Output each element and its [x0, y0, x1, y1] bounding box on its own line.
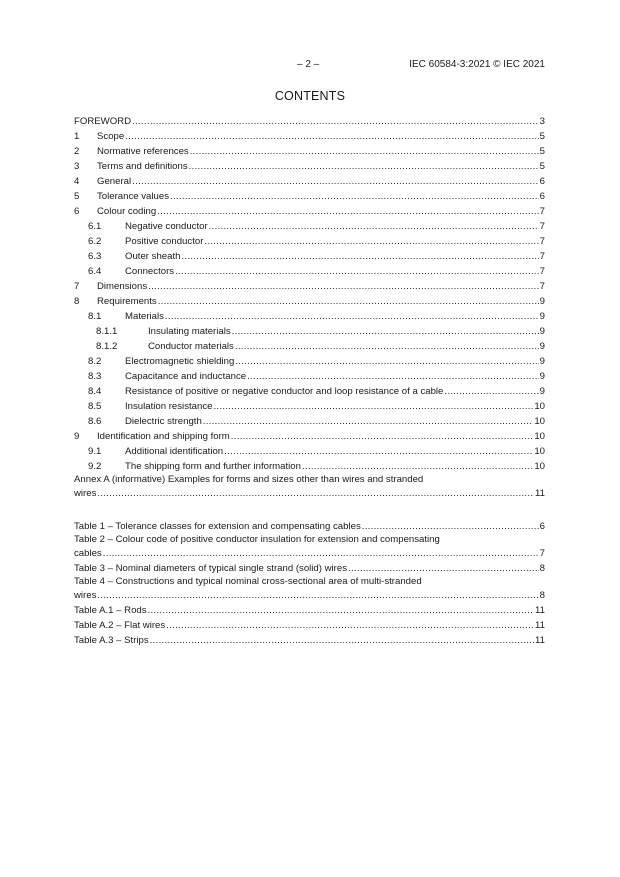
toc-entry-page: 9 — [539, 326, 545, 337]
toc-entry-title: Scope — [97, 131, 125, 142]
toc-entry-tolerance-values[interactable] — [74, 189, 545, 204]
toc-entry-normative-references[interactable] — [74, 144, 545, 159]
toc-entry-title: Electromagnetic shielding — [125, 356, 235, 367]
toc-entry-page: 5 — [539, 131, 545, 142]
dot-leader — [103, 546, 539, 561]
toc-entry-page: 7 — [539, 266, 545, 277]
toc-entry-title: Terms and definitions — [97, 161, 188, 172]
contents-title: CONTENTS — [274, 89, 346, 103]
toc-entry-page: 7 — [539, 221, 545, 232]
dot-leader — [166, 618, 534, 633]
dot-leader — [247, 369, 539, 384]
toc-entry-positive-conductor[interactable] — [74, 234, 545, 249]
toc-entry-identification[interactable] — [74, 429, 545, 444]
dot-leader — [302, 459, 533, 474]
toc-entry-annex-a[interactable] — [74, 474, 545, 486]
toc-entry-number: 6.3 — [88, 251, 102, 262]
toc-entry-title: Resistance of positive or negative conductor and loop resistance of a cable — [125, 386, 444, 397]
toc-entry-title: Tolerance values — [97, 191, 169, 202]
toc-entry-title: Capacitance and inductance — [125, 371, 247, 382]
toc-entry-shipping-form[interactable] — [74, 459, 545, 474]
table-list-entry-a2[interactable] — [74, 618, 545, 633]
toc-entry-page: 5 — [539, 161, 545, 172]
toc-entry-title: Connectors — [125, 266, 175, 277]
toc-entry-title: General — [97, 176, 132, 187]
dot-leader — [209, 219, 539, 234]
dot-leader — [203, 414, 534, 429]
toc-entry-page: 10 — [534, 461, 545, 472]
toc-entry-title: Outer sheath — [125, 251, 181, 262]
table-entry-title: Table 3 – Nominal diameters of typical single strand (solid) wires — [74, 563, 348, 574]
toc-entry-page: 10 — [534, 416, 545, 427]
dot-leader — [181, 249, 538, 264]
document-reference: IEC 60584-3:2021 © IEC 2021 — [409, 59, 545, 70]
dot-leader — [362, 519, 539, 534]
dot-leader — [231, 429, 534, 444]
dot-leader — [170, 189, 539, 204]
page-number: – 2 – — [297, 59, 320, 70]
toc-entry-title: Identification and shipping form — [97, 431, 230, 442]
toc-entry-number: 8.1 — [88, 311, 102, 322]
dot-leader — [97, 486, 534, 501]
table-entry-title: Table A.2 – Flat wires — [74, 620, 166, 631]
toc-entry-page: 6 — [539, 176, 545, 187]
toc-entry-capacitance[interactable] — [74, 369, 545, 384]
dot-leader — [150, 633, 534, 648]
toc-entry-title: Insulating materials — [148, 326, 231, 337]
dot-leader — [175, 264, 539, 279]
dot-leader — [125, 129, 538, 144]
dot-leader — [165, 309, 539, 324]
table-entry-page: 6 — [539, 521, 545, 532]
table-list-entry-a3[interactable] — [74, 633, 545, 648]
toc-entry-outer-sheath[interactable] — [74, 249, 545, 264]
toc-entry-number: 8 — [74, 296, 80, 307]
toc-entry-colour-coding[interactable] — [74, 204, 545, 219]
dot-leader — [158, 294, 539, 309]
toc-entry-title: Negative conductor — [125, 221, 208, 232]
toc-entry-number: 9.2 — [88, 461, 102, 472]
table-entry-page: 11 — [535, 605, 545, 616]
toc-entry-insulation-resistance[interactable] — [74, 399, 545, 414]
toc-entry-insulating-materials[interactable] — [74, 324, 545, 339]
toc-entry-page: 9 — [539, 311, 545, 322]
toc-entry-title: Positive conductor — [125, 236, 204, 247]
toc-entry-page: 9 — [539, 371, 545, 382]
dot-leader — [444, 384, 538, 399]
toc-entry-conductor-materials[interactable] — [74, 339, 545, 354]
toc-entry-number: 8.1.2 — [96, 341, 118, 352]
toc-entry-dimensions[interactable] — [74, 279, 545, 294]
toc-entry-number: 8.1.1 — [96, 326, 118, 337]
toc-entry-page: 11 — [535, 488, 545, 499]
toc-entry-number: 7 — [74, 281, 80, 292]
dot-leader — [97, 588, 538, 603]
toc-entry-title: FOREWORD — [74, 116, 132, 127]
toc-entry-number: 4 — [74, 176, 80, 187]
toc-entry-title: Normative references — [97, 146, 189, 157]
toc-entry-requirements[interactable] — [74, 294, 545, 309]
toc-entry-scope[interactable] — [74, 129, 545, 144]
toc-entry-number: 8.4 — [88, 386, 102, 397]
table-list-entry-4-cont[interactable] — [74, 588, 545, 603]
toc-entry-page: 10 — [534, 401, 545, 412]
toc-entry-number: 5 — [74, 191, 80, 202]
toc-entry-number: 2 — [74, 146, 80, 157]
toc-entry-title: Colour coding — [97, 206, 157, 217]
toc-entry-number: 8.5 — [88, 401, 102, 412]
toc-entry-foreword[interactable] — [74, 114, 545, 129]
toc-entry-title: Materials — [125, 311, 164, 322]
dot-leader — [235, 339, 539, 354]
dot-leader — [148, 279, 539, 294]
toc-entry-number: 6.1 — [88, 221, 102, 232]
toc-entry-number: 8.2 — [88, 356, 102, 367]
toc-entry-page: 5 — [539, 146, 545, 157]
table-entry-title-cont: wires — [74, 590, 97, 601]
toc-entry-title: Conductor materials — [148, 341, 234, 352]
table-entry-title: Table 2 – Colour code of positive conductor insulation for extension and compensating — [74, 534, 440, 545]
toc-entry-page: 7 — [539, 206, 545, 217]
toc-entry-title: Dimensions — [97, 281, 148, 292]
toc-entry-title: The shipping form and further information — [125, 461, 301, 472]
table-entry-title: Table A.3 – Strips — [74, 635, 149, 646]
table-of-contents — [74, 114, 545, 648]
toc-entry-general[interactable] — [74, 174, 545, 189]
toc-entry-title-cont: wires — [74, 488, 97, 499]
dot-leader — [213, 399, 533, 414]
toc-entry-page: 10 — [534, 431, 545, 442]
table-entry-page: 11 — [535, 635, 545, 646]
toc-entry-page: 9 — [539, 296, 545, 307]
table-entry-title: Table 1 – Tolerance classes for extension and compensating cables — [74, 521, 361, 532]
toc-entry-page: 7 — [539, 251, 545, 262]
table-entry-page: 8 — [539, 563, 545, 574]
toc-entry-number: 8.6 — [88, 416, 102, 427]
table-entry-title-cont: cables — [74, 548, 102, 559]
dot-leader — [132, 114, 539, 129]
table-list-entry-2[interactable] — [74, 534, 545, 546]
toc-entry-number: 6 — [74, 206, 80, 217]
toc-entry-annex-a-cont[interactable] — [74, 486, 545, 501]
toc-entry-title: Requirements — [97, 296, 157, 307]
toc-entry-number: 8.3 — [88, 371, 102, 382]
toc-entry-page: 9 — [539, 386, 545, 397]
toc-entry-electromagnetic-shielding[interactable] — [74, 354, 545, 369]
toc-entry-page: 9 — [539, 341, 545, 352]
toc-entry-number: 6.2 — [88, 236, 102, 247]
dot-leader — [224, 444, 533, 459]
dot-leader — [348, 561, 539, 576]
dot-leader — [232, 324, 539, 339]
toc-entry-page: 7 — [539, 236, 545, 247]
dot-leader — [190, 144, 539, 159]
table-list-entry-a1[interactable] — [74, 603, 545, 618]
toc-entry-number: 6.4 — [88, 266, 102, 277]
table-entry-page: 11 — [535, 620, 545, 631]
toc-entry-title: Dielectric strength — [125, 416, 202, 427]
toc-entry-terms[interactable] — [74, 159, 545, 174]
table-list-entry-2-cont[interactable] — [74, 546, 545, 561]
toc-entry-page: 6 — [539, 191, 545, 202]
toc-entry-number: 1 — [74, 131, 80, 142]
toc-entry-resistance[interactable] — [74, 384, 545, 399]
toc-entry-title: Additional identification — [125, 446, 224, 457]
dot-leader — [235, 354, 538, 369]
table-entry-page: 8 — [539, 590, 545, 601]
table-entry-title: Table 4 – Constructions and typical nominal cross-sectional area of multi-stranded — [74, 576, 422, 587]
toc-entry-number: 9.1 — [88, 446, 102, 457]
toc-entry-page: 7 — [539, 281, 545, 292]
page-header — [0, 59, 620, 73]
table-entry-title: Table A.1 – Rods — [74, 605, 147, 616]
toc-entry-dielectric-strength[interactable] — [74, 414, 545, 429]
toc-entry-materials[interactable] — [74, 309, 545, 324]
dot-leader — [157, 204, 538, 219]
table-list-entry-4[interactable] — [74, 576, 545, 588]
toc-entry-connectors[interactable] — [74, 264, 545, 279]
toc-entry-number: 3 — [74, 161, 80, 172]
toc-entry-page: 10 — [534, 446, 545, 457]
dot-leader — [148, 603, 534, 618]
dot-leader — [189, 159, 539, 174]
toc-entry-page: 9 — [539, 356, 545, 367]
table-entry-page: 7 — [539, 548, 545, 559]
toc-entry-number: 9 — [74, 431, 80, 442]
dot-leader — [132, 174, 539, 189]
section-gap — [74, 501, 545, 519]
toc-entry-negative-conductor[interactable] — [74, 219, 545, 234]
toc-entry-page: 3 — [539, 116, 545, 127]
toc-entry-title: Insulation resistance — [125, 401, 213, 412]
toc-entry-additional-identification[interactable] — [74, 444, 545, 459]
dot-leader — [204, 234, 538, 249]
toc-entry-title: Annex A (informative) Examples for forms and sizes other than wires and stranded — [74, 474, 424, 485]
table-list-entry-1[interactable] — [74, 519, 545, 534]
table-list-entry-3[interactable] — [74, 561, 545, 576]
